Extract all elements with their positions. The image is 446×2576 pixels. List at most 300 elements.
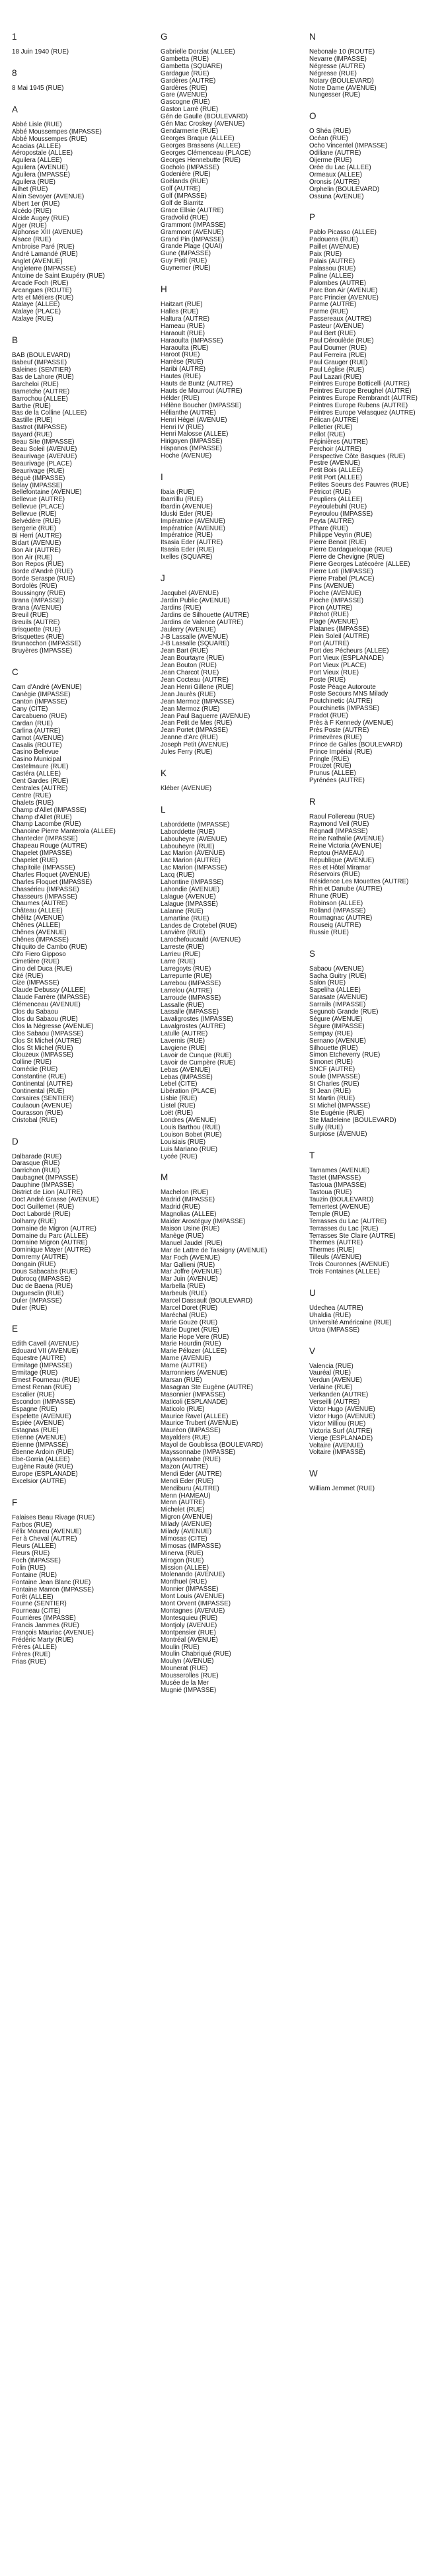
column-3 [309,32,434,2576]
street-entry: Paul Ferreira (RUE) [309,351,367,359]
street-entry: Régnadl (IMPASSE) [309,828,368,835]
street-entry: Fontaine Marron (IMPASSE) [12,1586,94,1593]
street-entry: Plein Soleil (AUTRE) [309,633,369,641]
street-entry: Mazon (AUTRE) [161,1463,208,1470]
street-entry: Aguilera (RUE) [12,179,56,186]
street-entry: Poste (RUE) [309,676,346,684]
street-entry: Russie (RUE) [309,928,349,936]
letter-section [309,1288,434,1334]
street-entry: Jean Bourtayre (RUE) [161,655,225,663]
street-entry: Duguesclin (RUE) [12,1289,64,1297]
street-entry: Aguilera (AVENUE) [12,164,68,172]
street-entry: Hauts de Mourrout (AUTRE) [161,387,242,395]
street-entry: Marbeuls (RUE) [161,1290,207,1298]
street-entry: Grammont (AVENUE) [161,228,224,236]
street-entry: Bon Air (AUTRE) [12,546,61,554]
letter-section [12,68,161,93]
street-entry: Manège (RUE) [161,1232,204,1240]
street-entry: Poste Secours MNS Milady [309,690,389,698]
street-entry: Terrasses du Lac (RUE) [309,1225,379,1232]
street-entry: Gaston Larré (RUE) [161,106,219,114]
section-letter-heading: S [309,948,316,959]
street-entry: Lavgiene (RUE) [161,1044,207,1052]
street-entry: Milady (AVENUE) [161,1528,212,1536]
street-entry: Raymond Veil (RUE) [309,821,369,828]
street-entry: Mont Louis (AVENUE) [161,1593,225,1601]
street-entry: Pestre (AVENUE) [309,460,361,467]
street-entry: Menn (AUTRE) [161,1499,205,1507]
street-entry: Sempay (RUE) [309,1029,353,1037]
street-entry: Boussingny (RUE) [12,590,65,598]
street-entry: Temertest (AVENUE) [309,1203,370,1211]
street-entry: Dauphine (IMPASSE) [12,1182,75,1189]
street-entry: Maurice Trubert (AVENUE) [161,1420,239,1428]
street-entry: Chênes (IMPASSE) [12,936,69,944]
street-entry: Joseph Petit (AVENUE) [161,741,229,749]
street-entry: Peyta (AUTRE) [309,517,354,525]
street-entry: Marcel Doret (RUE) [161,1304,218,1312]
street-entry: Madrid (IMPASSE) [161,1196,215,1204]
street-entry: Larrelou (AUTRE) [161,986,213,994]
street-entry: Verseilli (AUTRE) [309,1398,360,1406]
street-entry: Fontaine Jean Blanc (RUE) [12,1578,91,1586]
letter-section [309,111,434,200]
street-entry: Marie Dugnet (RUE) [161,1326,219,1334]
section-letter-heading: A [12,104,19,114]
street-entry: Jacqubel (AVENUE) [161,590,219,598]
street-entry: Segunob Grande (RUE) [309,1008,379,1016]
street-entry: Peupliers (ALLEE) [309,495,363,503]
section-letter-heading: L [161,804,166,815]
street-entry: Cimetière (RUE) [12,957,59,965]
street-entry: Marne (AVENUE) [161,1355,211,1363]
street-entry: Simonet (RUE) [309,1059,353,1067]
street-entry: Folin (RUE) [12,1564,46,1572]
street-entry: Castéra (ALLEE) [12,770,61,778]
section-letter-heading: P [309,212,316,223]
street-entry: Darrichon (RUE) [12,1167,60,1175]
street-entry: Montjoly (AVENUE) [161,1621,217,1629]
street-entry: Reptou (HAMEAU) [309,849,364,857]
street-entry: BAB (BOULEVARD) [12,352,71,360]
street-entry: Castelmaure (RUE) [12,763,69,771]
street-entry: Dominique Mayer (AUTRE) [12,1246,91,1254]
street-entry: District de Lion (AUTRE) [12,1189,83,1197]
street-entry: Aéropostale (ALLEE) [12,149,73,157]
street-entry: Ocho Vincentel (IMPASSE) [309,142,388,150]
street-entry: Champ d'Allet (RUE) [12,813,72,821]
street-entry: Beaurivage (AVENUE) [12,452,77,460]
street-entry: Hispanos (IMPASSE) [161,445,222,453]
letter-section [309,1150,434,1276]
street-entry: Rolland (IMPASSE) [309,906,366,914]
street-entry: William Jemmet (RUE) [309,1485,375,1493]
street-entry: Brisquettes (RUE) [12,633,64,641]
street-entry: Terrasses du Lac (AUTRE) [309,1217,387,1225]
street-entry: Sarrails (IMPASSE) [309,1001,366,1009]
letter-section [12,104,161,323]
street-entry: Brana (IMPASSE) [12,597,64,604]
street-entry: Gocholo (IMPASSE) [161,163,219,171]
street-entry: Lebel (CITE) [161,1080,198,1088]
street-entry: Jardins de Silhouette (AUTRE) [161,611,249,619]
street-entry: Chantecler (IMPASSE) [12,835,78,843]
street-entry: Jaulerry (AVENUE) [161,625,216,633]
street-entry: Pringle (RUE) [309,755,350,763]
street-entry: Parme (AUTRE) [309,301,357,309]
street-entry: Mar de Lattre de Tassigny (AVENUE) [161,1246,268,1254]
street-entry: Cany (CITE) [12,705,48,713]
street-entry: Doct Labordé (RUE) [12,1210,71,1218]
street-entry: Bi Herri (AUTRE) [12,532,62,540]
street-entry: Mugnié (IMPASSE) [161,1686,217,1694]
street-entry: Cent Gardes (RUE) [12,778,69,785]
street-entry: Vauréal (RUE) [309,1369,351,1377]
street-entry: Parme (RUE) [309,308,348,316]
street-entry: Ambroise Paré (RUE) [12,243,75,251]
street-entry: Molenando (AVENUE) [161,1571,225,1579]
street-entry: Haitzart (RUE) [161,301,203,309]
street-entry: Luis Mariano (RUE) [161,1145,218,1153]
street-entry: Paul Grauger (RUE) [309,358,368,366]
street-entry: Mont Orvent (IMPASSE) [161,1600,231,1608]
street-entry: Chasseurs (IMPASSE) [12,893,77,901]
street-entry: Daubagnet (IMPASSE) [12,1174,79,1182]
street-entry: Hameau (RUE) [161,322,205,330]
street-entry: Pasteur (AVENUE) [309,323,364,331]
street-entry: Iduski Eder (RUE) [161,510,213,518]
street-entry: Domremy (AUTRE) [12,1254,68,1262]
street-entry: Prouzet (RUE) [309,762,352,770]
letter-section [309,1469,434,1493]
street-entry: Cardan (RUE) [12,719,54,727]
street-entry: Georges Braque (ALLEE) [161,134,235,142]
street-entry: Falaises Beau Rivage (RUE) [12,1513,95,1521]
street-entry: Anglet (AVENUE) [12,258,63,266]
street-entry: Poste Péage Autoroute [309,683,376,691]
street-entry: Peintres Europe Velasquez (AUTRE) [309,409,416,417]
street-entry: Dubrocq (IMPASSE) [12,1275,71,1283]
section-letter-heading: B [12,335,19,346]
street-entry: Jardins (RUE) [161,604,202,612]
street-entry: Université Américaine (RUE) [309,1318,392,1326]
street-entry: Bas de Lahore (RUE) [12,373,74,381]
street-entry: Baleines (SENTIER) [12,366,71,374]
street-entry: Magnolias (ALLEE) [161,1211,217,1219]
street-entry: Equestre (AUTRE) [12,1355,66,1363]
street-entry: Philippe Veyrin (RUE) [309,532,372,540]
street-entry: Eugène Rauté (RUE) [12,1463,73,1470]
street-entry: Petit Port (ALLEE) [309,474,363,482]
street-entry: Casalis (ROUTE) [12,741,62,749]
street-entry: Perchoir (AUTRE) [309,445,361,453]
street-entry: Barrochou (ALLEE) [12,395,68,403]
street-entry: Alcide Augey (RUE) [12,214,69,222]
street-entry: Moulin Chabriqué (RUE) [161,1650,231,1658]
street-entry: Fontaine (RUE) [12,1571,57,1579]
street-entry: Francis Jammes (RUE) [12,1622,79,1630]
street-entry: Acacias (ALLEE) [12,142,61,150]
street-entry: Itsasia Eder (AUTRE) [161,539,223,547]
street-entry: Angleterre (IMPASSE) [12,264,77,272]
letter-section [12,1498,161,1666]
street-entry: Bellevue (AUTRE) [12,496,65,504]
street-entry: Breuils (AUTRE) [12,618,60,626]
street-entry: Pradot (RUE) [309,712,348,720]
street-entry: Hauts de Buntz (AUTRE) [161,380,233,388]
street-entry: Gén de Gaulle (BOULEVARD) [161,113,248,121]
street-entry: Breuil (RUE) [12,611,48,619]
street-entry: Gune (IMPASSE) [161,250,211,258]
street-entry: Laborddette (IMPASSE) [161,821,230,828]
street-entry: Chapelet (IMPASSE) [12,850,73,858]
street-entry: Jean Henri Gillene (RUE) [161,683,234,691]
street-entry: Duler (RUE) [12,1304,48,1312]
street-entry: Chêlitz (AVENUE) [12,914,64,922]
street-entry: Sacha Guitry (RUE) [309,972,367,980]
street-entry: Abbé Moussempes (RUE) [12,135,87,143]
street-entry: Goëlands (RUE) [161,178,208,186]
street-entry: Bon Repos (RUE) [12,561,64,569]
street-entry: Ossuna (AVENUE) [309,192,364,200]
street-entry: Ste Eugénie (RUE) [309,1109,365,1117]
street-entry: Lavoir de Cumpère (RUE) [161,1059,236,1067]
street-entry: Gendarmerie (RUE) [161,127,219,135]
street-entry: Jean Paul Baguerre (AVENUE) [161,712,250,720]
street-entry: Jean Jaurès (RUE) [161,690,216,698]
section-letter-heading: M [161,1172,168,1183]
street-entry: Mayssonnabe (IMPASSE) [161,1449,236,1457]
section-letter-heading: R [309,797,316,807]
street-entry: Laborddette (RUE) [161,828,215,836]
street-entry: Verlaine (RUE) [309,1384,353,1392]
street-entry: Aguilera (IMPASSE) [12,171,71,179]
street-entry: Fer à Cheval (AUTRE) [12,1535,77,1543]
street-entry: Ibardin (AVENUE) [161,503,213,510]
street-entry: Clos du Sabaou [12,1008,58,1016]
street-entry: Pablo Picasso (ALLEE) [309,229,377,237]
street-entry: Cité (RUE) [12,972,44,980]
street-entry: Ségure (IMPASSE) [309,1022,365,1030]
street-entry: Prince Impérial (RUE) [309,748,373,756]
street-entry: Paul Doumer (RUE) [309,344,367,352]
street-entry: Orée du Lac (ALLEE) [309,163,371,171]
street-entry: Labouheyre (AVENUE) [161,835,227,843]
street-entry: Beau Site (IMPASSE) [12,438,75,446]
street-entry: Montpensier (RUE) [161,1629,216,1636]
street-entry: Pierre de Chevigne (RUE) [309,553,385,561]
street-entry: Machelon (RUE) [161,1189,209,1197]
street-entry: Dongain (RUE) [12,1261,56,1269]
street-entry: Océan (RUE) [309,135,348,143]
street-entry: Halles (RUE) [161,308,199,315]
street-entry: Cize (IMPASSE) [12,979,59,987]
street-entry: Mounerat (RUE) [161,1665,208,1673]
street-entry: Lavoir de Cunque (RUE) [161,1051,232,1059]
street-entry: Notre Dame (AVENUE) [309,84,377,92]
street-entry: Vierge (ESPLANADE) [309,1434,373,1442]
street-entry: Rouseig (AUTRE) [309,921,361,929]
street-entry: Jean Cocteau (AUTRE) [161,676,229,684]
street-entry: Golf (AUTRE) [161,185,201,193]
street-entry: Nebonale 10 (ROUTE) [309,48,375,56]
street-entry: St Martin (RUE) [309,1094,355,1102]
letter-section [12,667,161,1124]
street-entry: Réservoirs (RUE) [309,871,360,879]
street-entry: Chapeau Rouge (AUTRE) [12,842,87,850]
street-entry: Itsasia Eder (RUE) [161,546,215,554]
street-entry: Fourrières (IMPASSE) [12,1615,76,1623]
street-entry: Chapelet (RUE) [12,857,58,864]
street-entry: Voltaire (IMPASSE) [309,1449,365,1457]
street-entry: Valencia (RUE) [309,1362,353,1370]
street-entry: Udechea (AUTRE) [309,1304,363,1312]
street-entry: Montagnes (AVENUE) [161,1607,225,1615]
street-entry: Listel (RUE) [161,1102,196,1110]
street-entry: Mar Juin (AVENUE) [161,1275,218,1283]
street-entry: Hirigoyen (IMPASSE) [161,438,223,446]
street-entry: Bayard (RUE) [12,431,52,439]
street-entry: Europe (ESPLANADE) [12,1470,78,1478]
street-entry: Haraoult (RUE) [161,329,205,337]
street-entry: Paul Bert (RUE) [309,330,356,338]
street-entry: Lebas (AVENUE) [161,1066,211,1074]
street-entry: Bellefontaine (AVENUE) [12,489,82,497]
street-entry: Odiliane (AUTRE) [309,149,361,157]
street-entry: Jean Mermoz (RUE) [161,705,220,713]
street-entry: Impératrice (AVENUE) [161,517,225,525]
street-entry: Ste Madeleine (BOULEVARD) [309,1116,396,1124]
street-entry: Petites Soeurs des Pauvres (RUE) [309,481,409,489]
street-entry: Bruyères (IMPASSE) [12,647,73,655]
street-entry: Rhin et Danube (AUTRE) [309,885,383,893]
street-entry: Clos St Michel (RUE) [12,1044,73,1052]
street-entry: Lac Marion (IMPASSE) [161,864,227,872]
street-entry: Gardères (AUTRE) [161,77,216,85]
street-entry: Chassérieu (IMPASSE) [12,885,79,893]
letter-section [12,32,161,56]
street-entry: Edouard VII (AVENUE) [12,1348,79,1355]
street-entry: Jean Bart (RUE) [161,647,208,655]
letter-section [12,335,161,655]
street-entry: Larregoyts (RUE) [161,965,211,973]
section-letter-heading: D [12,1136,19,1147]
street-entry: Abbé Lisle (RUE) [12,120,62,128]
street-entry: Chaumes (AUTRE) [12,900,68,908]
street-entry: Lycée (RUE) [161,1152,198,1160]
street-entry: Libération (PLACE) [161,1088,217,1096]
street-entry: Grace Ellsie (AUTRE) [161,206,224,214]
street-entry: Verkanden (AUTRE) [309,1391,369,1399]
street-entry: Comédie (RUE) [12,1066,58,1074]
street-entry: Raoul Follereau (RUE) [309,813,375,821]
street-entry: Godenière (RUE) [161,171,211,179]
street-entry: SNCF (AUTRE) [309,1066,355,1074]
street-entry: Uhaldia (RUE) [309,1311,352,1319]
street-entry: Mayalders (RUE) [161,1434,211,1442]
street-entry: Verdun (AVENUE) [309,1377,362,1385]
street-entry: Belvédère (RUE) [12,518,61,526]
street-entry: Grammont (IMPASSE) [161,221,226,229]
street-entry: Alphonse XIII (AVENUE) [12,229,83,237]
street-entry: Poutchinetic (AUTRE) [309,698,373,705]
street-entry: Orphelin (BOULEVARD) [309,185,379,193]
street-entry: Thermes (RUE) [309,1246,355,1254]
street-entry: Platanes (IMPASSE) [309,625,369,633]
street-entry: Monnier (IMPASSE) [161,1586,219,1593]
street-entry: Robinson (ALLEE) [309,900,363,908]
street-entry: Mayol de Goublissa (BOULEVARD) [161,1441,263,1449]
street-entry: Jean Charcot (RUE) [161,669,219,677]
street-entry: Arts et Métiers (RUE) [12,294,74,302]
street-entry: Dous Sabacabs (RUE) [12,1268,78,1276]
street-entry: Lassalle (RUE) [161,1001,204,1009]
street-entry: Brana (AVENUE) [12,604,61,612]
street-entry: Victor Milliou (RUE) [309,1420,366,1428]
street-entry: Lalague (IMPASSE) [161,900,218,908]
street-entry: Frias (RUE) [12,1658,46,1666]
street-entry: Passereaux (AUTRE) [309,315,372,323]
street-entry: Lac Marion (AVENUE) [161,850,225,858]
street-entry: Jean Petit de Mes (RUE) [161,719,233,727]
street-entry: Duc de Baena (RUE) [12,1282,73,1290]
street-entry: O Shéa (RUE) [309,128,352,136]
street-entry: Champ Lacombe (RUE) [12,821,81,828]
street-entry: Barnetche (AUTRE) [12,387,70,395]
street-entry: Etienne (AVENUE) [12,1434,67,1442]
street-entry: Lahondie (AVENUE) [161,886,220,893]
section-letter-heading: H [161,284,167,295]
street-entry: Reine Victoria (AVENUE) [309,842,382,850]
street-entry: Claude Farrère (IMPASSE) [12,994,90,1002]
street-entry: Guy Petit (RUE) [161,257,207,265]
street-entry: Beau Soleil (AVENUE) [12,445,77,453]
street-entry: Henri Hégel (AVENUE) [161,416,227,424]
street-entry: Gardague (RUE) [161,69,209,77]
street-entry: Grand Pin (IMPASSE) [161,235,225,243]
street-entry: Jean Mermoz (IMPASSE) [161,698,235,705]
street-entry: Carnot (AVENUE) [12,734,64,742]
street-entry: Sarasate (AVENUE) [309,994,368,1002]
street-entry: Mayssonnabe (RUE) [161,1455,221,1463]
street-entry: 8 Mai 1945 (RUE) [12,84,64,92]
street-entry: Arcangues (ROUTE) [12,286,72,294]
street-entry: Impératrice (RUE) [161,532,213,540]
street-entry: Gambetta (RUE) [161,55,209,63]
street-entry: Lebas (IMPASSE) [161,1073,213,1081]
section-letter-heading: G [161,32,168,42]
street-entry: Pierre Benoit (RUE) [309,539,367,547]
street-entry: Clémenceau (AVENUE) [12,1001,81,1009]
street-entry: Mousserolles (RUE) [161,1672,219,1680]
street-entry: Notary (BOULEVARD) [309,77,374,85]
section-letter-heading: I [161,472,163,483]
street-entry: Centrales (AUTRE) [12,784,68,792]
street-entry: Lassalle (IMPASSE) [161,1008,219,1016]
street-entry: Ermitage (IMPASSE) [12,1362,73,1370]
street-entry: J-B Lassalle (AVENUE) [161,633,229,641]
street-entry: Antoine de Saint Exupéry (RUE) [12,272,105,280]
street-entry: Silhouette (RUE) [309,1044,358,1052]
letter-section [309,949,434,1139]
street-entry: Jardins de Valence (AUTRE) [161,618,244,626]
street-entry: Milady (AVENUE) [161,1521,212,1529]
street-entry: Doct Guillemet (RUE) [12,1203,75,1211]
street-entry: Tamames (AVENUE) [309,1167,370,1175]
street-entry: Paul Lazari (RUE) [309,373,361,381]
street-entry: Tastoua (RUE) [309,1189,352,1197]
street-entry: Abbé Moussempes (IMPASSE) [12,128,102,136]
